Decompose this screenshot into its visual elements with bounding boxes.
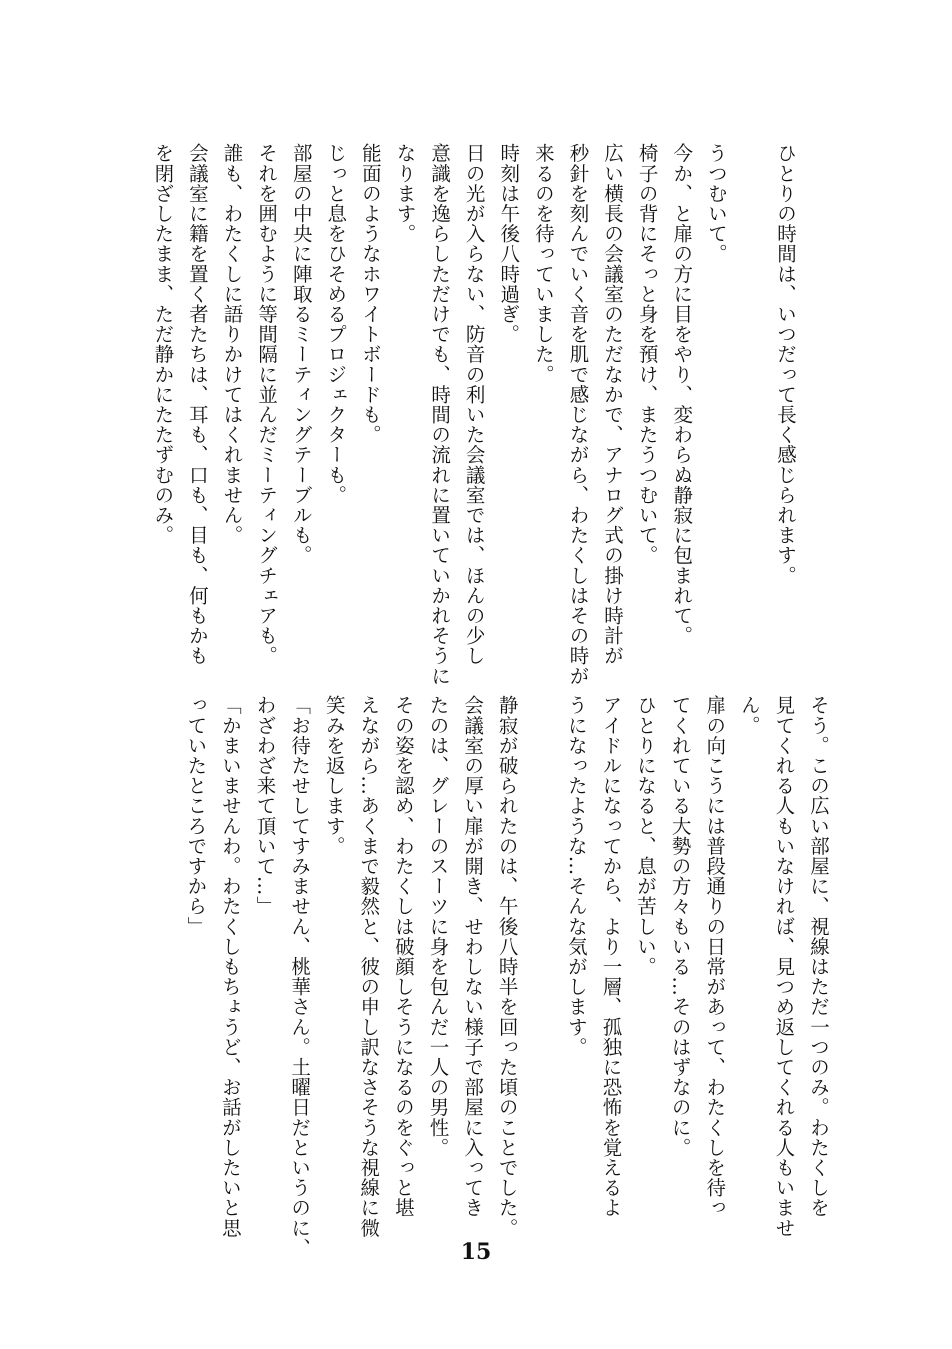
text-line: 今か、と扉の方に目をやり、変わらぬ静寂に包まれて。 [670,143,694,646]
text-line: 誰も、わたくしに語りかけてはくれません。 [220,143,244,545]
blank-line [733,143,768,663]
text-line: アイドルになってから、より一層、孤独に恐怖を覚えるよ [599,695,623,1218]
text-line: ひとりになると、息が苦しい。 [634,695,658,977]
text-line: ひとりの時間は、いつだって長く感じられます。 [774,143,797,586]
text-line: わざわざ来て頂いて…」 [253,695,277,917]
text-line: 会議室に籍を置く者たちは、耳も、口も、目も、何もかも [185,143,209,666]
page-number: 15 [460,1239,492,1265]
blank-line [524,695,559,1225]
text-line: じっと息をひそめるプロジェクターも。 [324,143,348,505]
text-line: 時刻は午後八時過ぎ。 [497,143,521,344]
text-line: 部屋の中央に陣取るミーティングテーブルも。 [289,143,313,566]
text-line: なります。 [393,143,417,244]
text-line: そう。この広い部屋に、視線はただ一つのみ。わたくしを [807,695,830,1218]
text-line: 秒針を刻んでいく音を肌で感じながら、わたくしはその時が [566,143,590,686]
text-line: 扉の向こうには普段通りの日常があって、わたくしを待っ [703,695,727,1218]
text-line: その姿を認め、わたくしは破顔しそうになるのをぐっと堪 [391,695,415,1218]
text-line: ん。 [737,695,761,736]
text-line: 能面のようなホワイトボードも。 [358,143,382,445]
text-line: うつむいて。 [704,143,728,264]
text-line: それを囲むように等間隔に並んだミーティングチェアも。 [255,143,279,666]
text-line: 意識を逸らしただけでも、時間の流れに置いていかれそうに [428,143,452,686]
text-line: 椅子の背にそっと身を預け、またうつむいて。 [635,143,659,566]
text-line: っていたところですから」 [184,695,208,937]
text-line: 日の光が入らない、防音の利いた会議室では、ほんの少し [462,143,486,666]
text-line: 「お待たせしてすみません、桃華さん。土曜日だというのに、 [288,695,312,1258]
text-line: えながら…あくまで毅然と、彼の申し訳なさそうな視線に微 [357,695,381,1238]
text-line: たのは、グレーのスーツに身を包んだ一人の男性。 [426,695,450,1158]
text-line: 「かまいませんわ。わたくしもちょうど、お話がしたいと思 [218,695,242,1238]
text-line: 会議室の厚い扉が開き、せわしない様子で部屋に入ってき [461,695,485,1218]
text-block-top [145,143,802,686]
text-line: 笑みを返します。 [322,695,346,856]
text-line: 見てくれる人もいなければ、見つめ返してくれる人もいませ [772,695,796,1238]
text-line: を閉ざしたまま、ただ静かにたたずむのみ。 [151,143,175,545]
text-line: 静寂が破られたのは、午後八時半を回った頃のことでした。 [495,695,519,1238]
text-line: うになったような…そんな気がします。 [564,695,588,1057]
text-line: てくれている大勢の方々もいる…そのはずなのに。 [668,695,692,1158]
text-line: 広い横長の会議室のただなかで、アナログ式の掛け時計が [601,143,625,666]
text-line: 来るのを待っていました。 [531,143,555,385]
